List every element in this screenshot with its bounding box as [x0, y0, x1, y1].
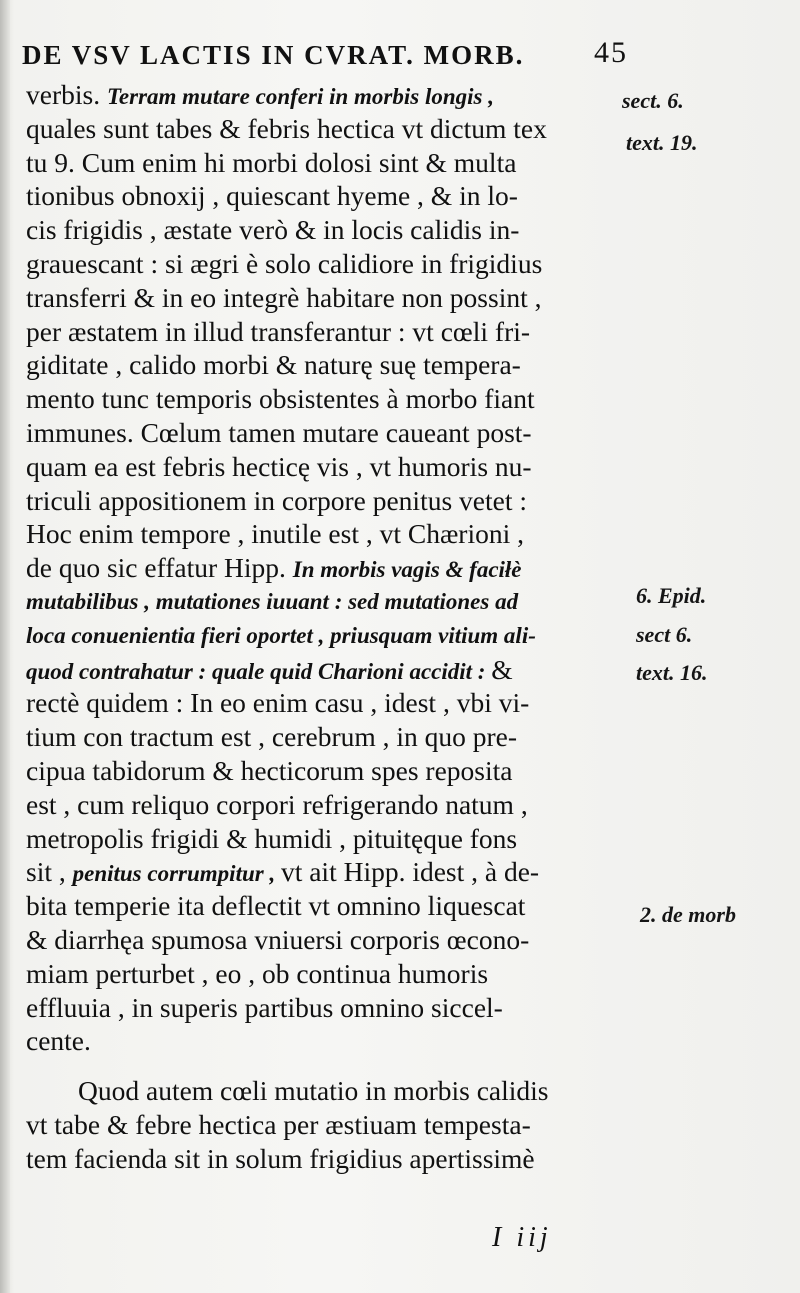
margin-note: text. 16.: [636, 660, 708, 685]
text-line: [26, 78, 634, 112]
text-line: mento tunc temporis obsistentes à morbo fiant: [26, 383, 535, 415]
text-line: triculi appositionem in corpore penitus vetet :: [26, 484, 527, 516]
text-line: quam ea est febris hecticę vis , vt humoris nu-: [26, 450, 532, 482]
text-line: est , cum reliquo corpori refrigerando natum ,: [26, 788, 528, 820]
text-line: metropolis frigidi & humidi , pituitęque fons: [26, 822, 518, 854]
text-line: [26, 551, 634, 585]
text-line: per æstatem in illud transferantur : vt cœli fri-: [26, 315, 531, 347]
text-line: cipua tabidorum & hecticorum spes reposita: [26, 754, 513, 786]
roman-text: vt ait Hipp. idest , à de-: [280, 856, 540, 888]
text-line: Hoc enim tempore , inutile est , vt Chærioni ,: [26, 518, 524, 550]
text-line: tionibus obnoxij , quiescant hyeme , & in lo-: [26, 180, 518, 212]
italic-text: Terram mutare conferi in morbis longis ,: [106, 84, 494, 109]
text-line: transferri & in eo integrè habitare non possint ,: [26, 281, 542, 313]
roman-text: &: [491, 653, 513, 685]
roman-text: sit ,: [26, 856, 73, 888]
margin-note: 2. de morb: [640, 902, 736, 927]
text-line: [26, 855, 634, 889]
text-line: Quod autem cœli mutatio in morbis calidis: [78, 1075, 549, 1107]
roman-text: de quo sic effatur Hipp.: [26, 552, 293, 584]
text-line: [26, 653, 634, 687]
main-text: [26, 78, 634, 1176]
text-line: effluuia , in superis partibus omnino siccel-: [26, 991, 503, 1023]
margin-note: text. 19.: [626, 130, 698, 155]
text-line: quales sunt tabes & febris hectica vt dictum tex: [26, 112, 547, 144]
paragraph-gap: [26, 1058, 634, 1074]
roman-text: verbis.: [26, 79, 107, 110]
italic-text: penitus corrumpitur ,: [72, 861, 281, 887]
running-header: [22, 36, 642, 80]
text-line: miam perturbet , eo , ob continua humoris: [26, 957, 489, 989]
margin-note: sect 6.: [636, 622, 693, 647]
text-line: cis frigidis , æstate verò & in locis calidis in-: [26, 214, 520, 246]
text-line: cente.: [26, 1025, 91, 1057]
italic-text: In morbis vagis & faciłè: [292, 557, 522, 583]
text-line: rectè quidem : In eo enim casu , idest , vbi vi-: [26, 687, 530, 719]
text-line: loca conuenientia fieri oportet , priusquam vitium ali-: [26, 622, 536, 648]
text-line: immunes. Cœlum tamen mutare caueant post-: [26, 416, 532, 448]
text-line: grauescant : si ægri è solo calidiore in frigidius: [26, 247, 543, 279]
margin-note: 6. Epid.: [636, 583, 707, 608]
text-line: tu 9. Cum enim hi morbi dolosi sint & multa: [26, 146, 517, 178]
text-line: & diarrhęa spumosa vniuersi corporis œcono-: [26, 923, 530, 955]
text-line: tium con tractum est , cerebrum , in quo pre-: [26, 721, 518, 753]
text-line: tem facienda sit in solum frigidius apertissimè: [26, 1142, 535, 1174]
text-line: vt tabe & febre hectica per æstiuam tempesta-: [26, 1108, 531, 1140]
page-number: 45: [594, 36, 628, 69]
margin-note: sect. 6.: [622, 88, 684, 113]
text-line: bita temperie ita deflectit vt omnino liquescat: [26, 890, 526, 922]
italic-text: quod contrahatur : quale quid Charioni accidit :: [26, 658, 492, 684]
page-spine-shadow: [0, 0, 10, 1293]
signature-mark: I iij: [492, 1222, 552, 1253]
text-line: mutabilibus , mutationes iuuant : sed mutationes ad: [26, 588, 519, 614]
text-line: giditate , calido morbi & naturę suę tempera-: [26, 349, 521, 381]
running-title: DE VSV LACTIS IN CVRAT. MORB.: [22, 40, 525, 70]
